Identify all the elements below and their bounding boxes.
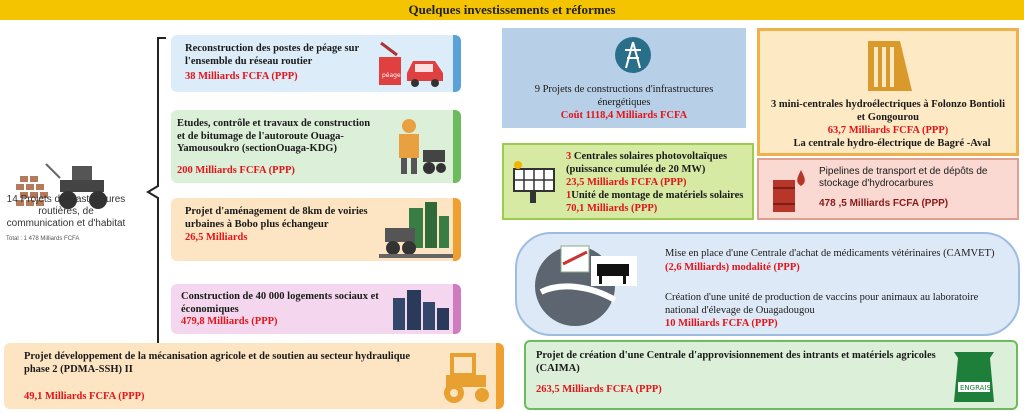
- vet-amount2: 10 Milliards FCFA (PPP): [665, 318, 778, 329]
- mecha-amount: 49,1 Milliards FCFA (PPP): [24, 391, 145, 402]
- vet-amount1: (2,6 Milliards): [665, 262, 730, 273]
- solar-amount1: 23,5 Milliards FCFA (PPP): [566, 177, 687, 188]
- infra-item-highway: [171, 110, 461, 183]
- vet-amount1-line: [665, 262, 1015, 275]
- caima-panel: [524, 340, 1018, 410]
- pipeline-panel: [757, 158, 1019, 220]
- energy-panel: [502, 28, 746, 128]
- solar-line1: [566, 151, 752, 176]
- power-pylon-icon: [614, 36, 652, 74]
- solar-count: 3: [566, 151, 572, 162]
- energy-cost: Coût 1118,4 Milliards FCFA: [560, 110, 688, 121]
- infra-item-amount: 38 Milliards FCFA (PPP): [185, 71, 298, 82]
- infra-summary: [2, 120, 130, 255]
- solar-unit-count: 1: [566, 190, 572, 201]
- caima-amount: 263,5 Milliards FCFA (PPP): [536, 384, 662, 395]
- tractor-icon: [438, 347, 492, 405]
- hydro-extra: La centrale hydro-électrique de Bagré -Aval: [793, 138, 991, 149]
- solar-panel: [502, 143, 754, 220]
- construction-worker-icon: [393, 116, 449, 176]
- hydro-amount: 63,7 Milliards FCFA (PPP): [827, 125, 949, 136]
- solar-unit-desc: Unité de montage de matériels solaires: [571, 190, 744, 201]
- infra-item-title: Etudes, contrôle et travaux de construction et de bitumage de l'autoroute Ouaga-Yamousoukro (sectionOuaga-KDG): [177, 118, 371, 154]
- infra-item-title: Reconstruction des postes de péage sur l'ensemble du réseau routier: [185, 43, 359, 67]
- toll-icon: [375, 39, 449, 89]
- infra-item-amount: 200 Milliards FCFA (PPP): [177, 165, 295, 176]
- vet-panel: [515, 232, 1020, 336]
- mecha-title: Projet développement de la mécanisation agricole et de soutien au secteur hydraulique phase 2 (PDMA-SSH) II: [24, 351, 411, 375]
- energy-title: 9 Projets de constructions d'infrastructures énergétiques: [534, 84, 714, 108]
- oil-barrel-icon: [769, 166, 809, 214]
- bag-label: ENGRAIS: [960, 384, 991, 392]
- infra-item-amount: 479,8 Milliards (PPP): [181, 316, 278, 327]
- pipeline-title: Pipelines de transport et de dépôts de stockage d'hydrocarbures: [819, 166, 988, 189]
- dam-icon: [864, 37, 920, 95]
- solar-amount2: 70,1 Milliards (PPP): [566, 203, 658, 214]
- infra-item-toll: [171, 35, 461, 92]
- infra-item-roads-bobo: [171, 198, 461, 261]
- vet-text2: Création d'une unité de production de vaccins pour animaux au laboratoire national d'élevage de Ouagadougou: [665, 292, 979, 316]
- infra-item-title: Construction de 40 000 logements sociaux et économiques: [181, 291, 379, 315]
- buildings-icon: [389, 288, 451, 330]
- toll-label: péage: [382, 72, 401, 79]
- infra-item-title: Projet d'aménagement de 8km de voiries urbaines à Bobo plus échangeur: [185, 206, 368, 230]
- infra-left-total: Total : 1 478 Milliards FCFA: [6, 236, 80, 242]
- vet-modality: modalité (PPP): [729, 262, 800, 273]
- bracket: [140, 36, 170, 346]
- hydro-title: 3 mini-centrales hydroélectriques à Folonzo Bontioli et Gongourou: [771, 99, 1005, 123]
- solar-panel-icon: [510, 159, 562, 207]
- infra-left-title: 14 Projets d'infrastructures routières, de communication et d'habitat: [6, 194, 126, 229]
- city-road-icon: [379, 202, 453, 258]
- caima-title: Projet de création d'une Centrale d'approvisionnement des intrants et matériels agricoles (CAIMA): [536, 350, 936, 374]
- solar-line3: [566, 190, 752, 203]
- hydro-panel: [757, 28, 1019, 156]
- infra-item-housing: [171, 284, 461, 334]
- vet-medicine-icon: [531, 242, 651, 330]
- pipeline-amount: 478 ,5 Milliards FCFA (PPP): [819, 198, 949, 209]
- page-title: Quelques investissements et réformes: [0, 0, 1024, 20]
- mecha-panel: [4, 343, 504, 409]
- fertilizer-bag-icon: [946, 346, 1002, 406]
- vet-text1: Mise en place d'une Centrale d'achat de médicaments vétérinaires (CAMVET): [665, 248, 995, 259]
- infra-item-amount: 26,5 Milliards: [185, 232, 248, 243]
- solar-desc: Centrales solaires photovoltaïques (puissance cumulée de 20 MW): [566, 151, 728, 175]
